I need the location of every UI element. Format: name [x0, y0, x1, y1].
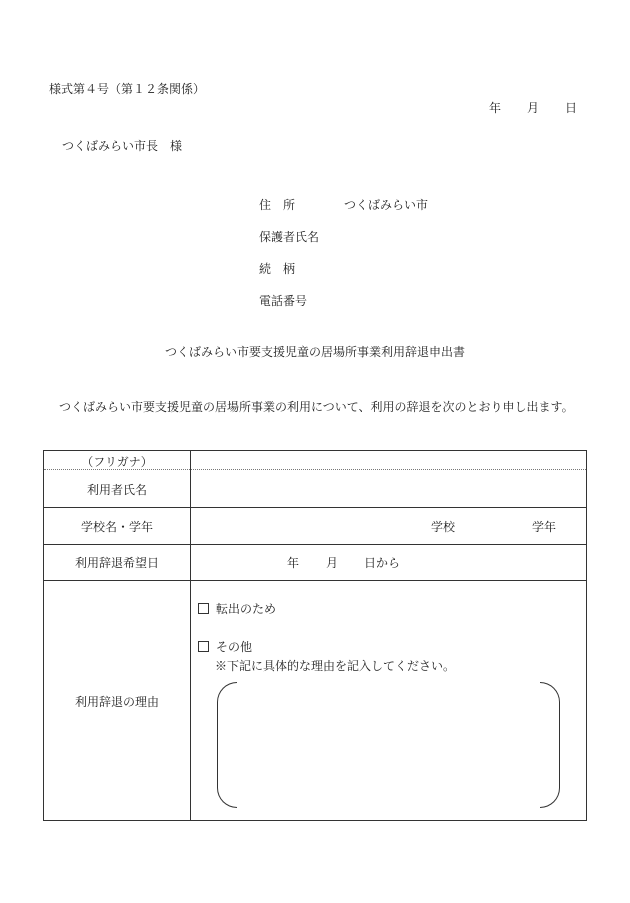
relation-label: 続 柄 — [259, 262, 296, 276]
date-line — [489, 99, 577, 116]
reason-option-other[interactable] — [198, 638, 252, 655]
left-bracket-icon — [217, 682, 237, 808]
application-table — [43, 450, 587, 821]
withdraw-date-from: 日から — [364, 556, 401, 570]
relation-row — [259, 261, 428, 293]
checkbox-icon[interactable] — [198, 603, 209, 614]
form-number: 様式第４号（第１２条関係） — [49, 82, 206, 96]
reason-option-move[interactable] — [198, 600, 276, 617]
grade-suffix: 学年 — [532, 520, 557, 534]
row-divider — [44, 544, 586, 545]
reason-other-label: その他 — [216, 640, 253, 654]
phone-row — [259, 293, 428, 325]
date-day-label: 日 — [565, 101, 578, 115]
address-value: つくばみらい市 — [344, 198, 429, 212]
withdraw-date-month: 月 — [326, 556, 339, 570]
right-bracket-icon — [540, 682, 560, 808]
date-month-label: 月 — [527, 101, 540, 115]
applicant-block — [259, 197, 428, 325]
furigana-label: （フリガナ） — [81, 455, 153, 469]
school-suffix: 学校 — [431, 520, 456, 534]
phone-label: 電話番号 — [259, 294, 308, 308]
address-row — [259, 197, 428, 229]
withdraw-reason-label: 利用辞退の理由 — [74, 695, 159, 709]
date-year-label: 年 — [489, 101, 502, 115]
row-divider — [44, 507, 586, 508]
row-divider — [44, 580, 586, 581]
withdraw-date-year: 年 — [287, 556, 300, 570]
body-text: つくばみらい市要支援児童の居場所事業の利用について、利用の辞退を次のとおり申し出ます。 — [59, 400, 574, 414]
reason-note: ※下記に具体的な理由を記入してください。 — [215, 659, 456, 673]
checkbox-icon[interactable] — [198, 641, 209, 652]
school-grade-label: 学校名・学年 — [80, 520, 153, 534]
guardian-row — [259, 229, 428, 261]
guardian-name-label: 保護者氏名 — [259, 230, 320, 244]
user-name-label: 利用者氏名 — [86, 483, 147, 497]
addressee: つくばみらい市長 様 — [62, 139, 183, 153]
document-title: つくばみらい市要支援児童の居場所事業利用辞退申出書 — [164, 345, 465, 359]
address-label: 住 所 — [259, 198, 296, 212]
reason-move-label: 転出のため — [216, 602, 277, 616]
withdraw-date-label: 利用辞退希望日 — [74, 556, 159, 570]
